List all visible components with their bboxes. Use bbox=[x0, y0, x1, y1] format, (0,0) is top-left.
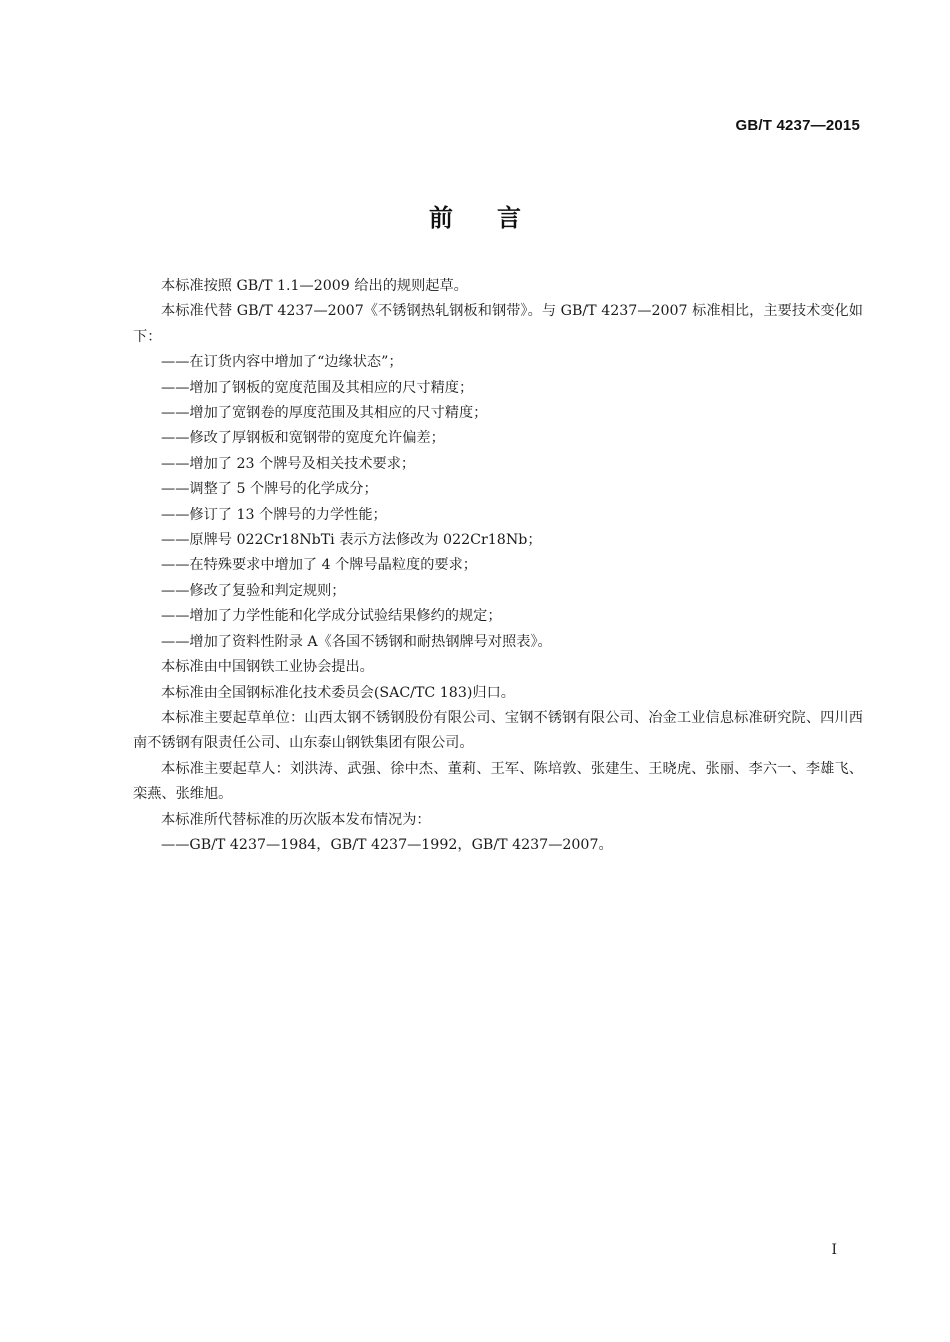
page-number: I bbox=[831, 1242, 837, 1258]
drafting-rule-paragraph: 本标准按照 GB/T 1.1—2009 给出的规则起草。 bbox=[161, 278, 468, 294]
page-title: 前言 bbox=[429, 204, 565, 232]
foreword-body bbox=[133, 274, 863, 858]
change-item: ——修改了复验和判定规则； bbox=[161, 582, 346, 599]
change-item: ——增加了宽钢卷的厚度范围及其相应的尺寸精度； bbox=[161, 405, 488, 422]
proposer-paragraph: 本标准由中国钢铁工业协会提出。 bbox=[161, 659, 374, 676]
replacement-paragraph: 本标准代替 GB/T 4237—2007《不锈钢热轧钢板和钢带》。与 GB/T 4237—2007 标准相比，主要技术变化如下： bbox=[133, 303, 863, 345]
change-item: ——在订货内容中增加了“边缘状态”； bbox=[161, 354, 403, 371]
change-item: ——在特殊要求中增加了 4 个牌号晶粒度的要求； bbox=[161, 557, 477, 574]
change-item: ——修订了 13 个牌号的力学性能； bbox=[161, 506, 387, 523]
change-item: ——增加了力学性能和化学成分试验结果修约的规定； bbox=[161, 608, 502, 625]
committee-paragraph: 本标准由全国钢标准化技术委员会(SAC/TC 183)归口。 bbox=[161, 684, 515, 701]
history-item: ——GB/T 4237—1984，GB/T 4237—1992，GB/T 4237—2007。 bbox=[161, 836, 613, 853]
change-item: ——修改了厚钢板和宽钢带的宽度允许偏差； bbox=[161, 430, 445, 447]
drafting-units-paragraph: 本标准主要起草单位：山西太钢不锈钢股份有限公司、宝钢不锈钢有限公司、冶金工业信息标准研究院、四川西南不锈钢有限责任公司、山东泰山钢铁集团有限公司。 bbox=[133, 709, 863, 752]
drafters-paragraph: 本标准主要起草人：刘洪涛、武强、徐中杰、董莉、王军、陈培敦、张建生、王晓虎、张丽、李六一、李雄飞、栾燕、张维旭。 bbox=[133, 760, 863, 803]
standard-code: GB/T 4237—2015 bbox=[735, 117, 860, 134]
change-item: ——增加了钢板的宽度范围及其相应的尺寸精度； bbox=[161, 379, 474, 396]
change-item: ——调整了 5 个牌号的化学成分； bbox=[161, 481, 378, 498]
change-item: ——增加了资料性附录 A《各国不锈钢和耐热钢牌号对照表》。 bbox=[161, 633, 552, 650]
change-item: ——增加了 23 个牌号及相关技术要求； bbox=[161, 455, 416, 472]
history-intro-paragraph: 本标准所代替标准的历次版本发布情况为： bbox=[161, 811, 431, 828]
change-item: ——原牌号 022Cr18NbTi 表示方法修改为 022Cr18Nb； bbox=[161, 532, 542, 549]
